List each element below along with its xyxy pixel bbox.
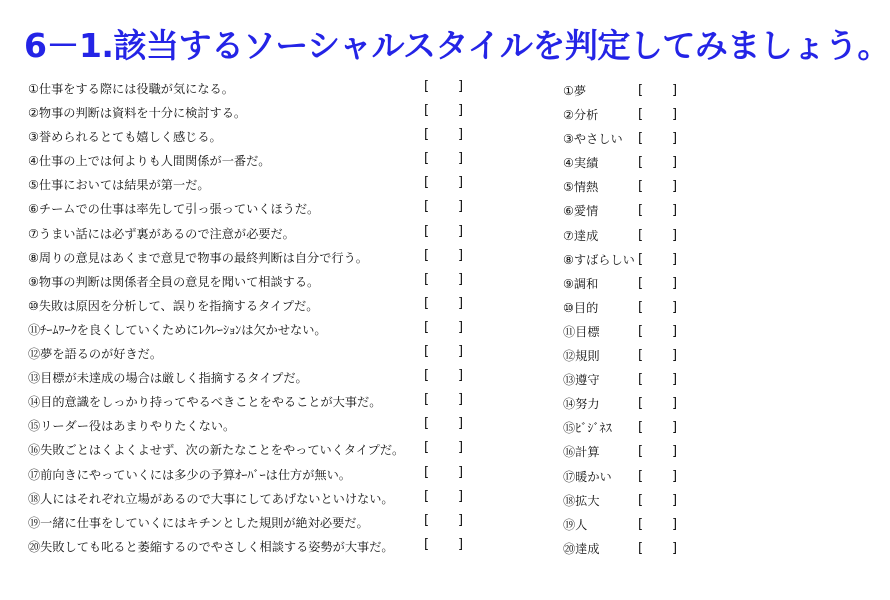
answer-bracket-close: ] bbox=[672, 516, 678, 532]
answer-bracket-close: ] bbox=[672, 251, 678, 267]
question-text: ⑲一緒に仕事をしていくにはキチンとした規則が絶対必要だ。 bbox=[28, 515, 369, 530]
answer-bracket-close: ] bbox=[672, 131, 678, 147]
answer-bracket-open: [ bbox=[638, 299, 644, 315]
word-text: ⑬遵守 bbox=[563, 373, 600, 388]
answer-bracket-open: [ bbox=[638, 420, 644, 436]
word-text: ⑫規則 bbox=[563, 349, 600, 364]
answer-bracket-close: ] bbox=[458, 512, 464, 528]
answer-bracket-open: [ bbox=[424, 344, 430, 360]
answer-bracket-close: ] bbox=[672, 227, 678, 243]
answer-bracket-open: [ bbox=[638, 468, 644, 484]
question-text: ③誉められるとても嬉しく感じる。 bbox=[28, 130, 222, 145]
question-item bbox=[28, 78, 548, 102]
answer-bracket-open: [ bbox=[424, 79, 430, 94]
question-text: ⑥チームでの仕事は率先して引っ張っていくほうだ。 bbox=[28, 202, 320, 217]
answer-bracket-close: ] bbox=[672, 275, 678, 291]
question-list bbox=[28, 78, 548, 560]
answer-bracket-open: [ bbox=[424, 295, 430, 311]
question-text: ⑤仕事においては結果が第一だ。 bbox=[28, 178, 210, 193]
answer-bracket-close: ] bbox=[458, 295, 464, 311]
word-item bbox=[563, 393, 763, 417]
answer-bracket-open: [ bbox=[424, 103, 430, 119]
answer-bracket-close: ] bbox=[458, 271, 464, 287]
answer-bracket-open: [ bbox=[424, 416, 430, 432]
word-list bbox=[563, 80, 763, 562]
word-item bbox=[563, 538, 763, 562]
answer-bracket-close: ] bbox=[672, 203, 678, 219]
answer-bracket-open: [ bbox=[638, 227, 644, 243]
word-text: ⑦達成 bbox=[563, 228, 599, 243]
answer-bracket-open: [ bbox=[424, 247, 430, 263]
answer-bracket-close: ] bbox=[672, 540, 678, 556]
answer-bracket-open: [ bbox=[638, 107, 644, 123]
answer-bracket-close: ] bbox=[672, 107, 678, 123]
answer-bracket-close: ] bbox=[672, 299, 678, 315]
question-item bbox=[28, 198, 548, 222]
word-item bbox=[563, 176, 763, 200]
question-item bbox=[28, 439, 548, 463]
answer-bracket-open: [ bbox=[424, 464, 430, 480]
answer-bracket-close: ] bbox=[672, 179, 678, 195]
question-item bbox=[28, 536, 548, 560]
answer-bracket-close: ] bbox=[458, 319, 464, 335]
question-item bbox=[28, 150, 548, 174]
answer-bracket-close: ] bbox=[672, 372, 678, 388]
word-text: ⑳達成 bbox=[563, 541, 600, 556]
answer-bracket-close: ] bbox=[458, 488, 464, 504]
answer-bracket-open: [ bbox=[638, 275, 644, 291]
word-text: ⑤情熱 bbox=[563, 180, 599, 195]
answer-bracket-close: ] bbox=[672, 444, 678, 460]
answer-bracket-close: ] bbox=[458, 103, 464, 119]
answer-bracket-close: ] bbox=[458, 199, 464, 215]
word-item bbox=[563, 80, 763, 104]
answer-bracket-open: [ bbox=[424, 151, 430, 167]
answer-bracket-open: [ bbox=[424, 175, 430, 191]
answer-bracket-close: ] bbox=[458, 416, 464, 432]
question-text: ⑪ﾁｰﾑﾜｰｸを良くしていくためにﾚｸﾚｰｼｮﾝは欠かせない。 bbox=[28, 322, 327, 337]
question-text: ⑩失敗は原因を分析して、誤りを指摘するタイプだ。 bbox=[28, 298, 319, 313]
question-text: ⑨物事の判断は関係者全員の意見を聞いて相談する。 bbox=[28, 274, 320, 289]
question-item bbox=[28, 102, 548, 126]
question-item bbox=[28, 271, 548, 295]
word-item bbox=[563, 490, 763, 514]
answer-bracket-open: [ bbox=[424, 536, 430, 552]
answer-bracket-close: ] bbox=[672, 83, 678, 98]
answer-bracket-open: [ bbox=[424, 127, 430, 143]
answer-bracket-close: ] bbox=[458, 247, 464, 263]
answer-bracket-open: [ bbox=[638, 155, 644, 171]
answer-bracket-open: [ bbox=[638, 444, 644, 460]
word-text: ⑩目的 bbox=[563, 300, 599, 315]
answer-bracket-open: [ bbox=[424, 271, 430, 287]
question-item bbox=[28, 367, 548, 391]
word-item bbox=[563, 321, 763, 345]
answer-bracket-open: [ bbox=[638, 492, 644, 508]
answer-bracket-open: [ bbox=[638, 131, 644, 147]
word-item bbox=[563, 273, 763, 297]
answer-bracket-open: [ bbox=[424, 223, 430, 239]
word-text: ③やさしい bbox=[563, 132, 623, 147]
answer-bracket-open: [ bbox=[638, 251, 644, 267]
answer-bracket-close: ] bbox=[458, 223, 464, 239]
word-item bbox=[563, 441, 763, 465]
question-item bbox=[28, 512, 548, 536]
answer-bracket-open: [ bbox=[638, 396, 644, 412]
question-text: ⑱人にはそれぞれ立場があるので大事にしてあげないといけない。 bbox=[28, 491, 394, 506]
word-item bbox=[563, 152, 763, 176]
question-text: ⑰前向きにやっていくには多少の予算ｵｰﾊﾞｰは仕方が無い。 bbox=[28, 467, 351, 482]
answer-bracket-open: [ bbox=[424, 199, 430, 215]
answer-bracket-open: [ bbox=[638, 348, 644, 364]
word-text: ④実績 bbox=[563, 156, 599, 171]
word-item bbox=[563, 466, 763, 490]
answer-bracket-close: ] bbox=[458, 368, 464, 384]
question-item bbox=[28, 247, 548, 271]
word-text: ⑨調和 bbox=[563, 276, 599, 291]
answer-bracket-open: [ bbox=[424, 440, 430, 456]
word-item bbox=[563, 297, 763, 321]
question-text: ⑦うまい話には必ず裏があるので注意が必要だ。 bbox=[28, 226, 295, 241]
word-text: ⑭努力 bbox=[563, 397, 600, 412]
word-item bbox=[563, 225, 763, 249]
answer-bracket-open: [ bbox=[638, 323, 644, 339]
answer-bracket-open: [ bbox=[638, 372, 644, 388]
answer-bracket-close: ] bbox=[672, 468, 678, 484]
word-text: ⑪目標 bbox=[563, 324, 600, 339]
answer-bracket-open: [ bbox=[638, 179, 644, 195]
word-item bbox=[563, 104, 763, 128]
question-text: ⑫夢を語るのが好きだ。 bbox=[28, 347, 163, 362]
question-text: ⑭目的意識をしっかり持ってやるべきことをやることが大事だ。 bbox=[28, 395, 382, 410]
question-text: ⑬目標が未達成の場合は厳しく指摘するタイプだ。 bbox=[28, 371, 308, 386]
question-text: ④仕事の上では何よりも人間関係が一番だ。 bbox=[28, 154, 271, 169]
answer-bracket-open: [ bbox=[638, 540, 644, 556]
answer-bracket-open: [ bbox=[424, 512, 430, 528]
answer-bracket-open: [ bbox=[638, 83, 644, 98]
question-item bbox=[28, 343, 548, 367]
word-text: ⑯計算 bbox=[563, 445, 600, 460]
word-item bbox=[563, 200, 763, 224]
question-text: ②物事の判断は資料を十分に検討する。 bbox=[28, 106, 247, 121]
word-text: ⑥愛情 bbox=[563, 204, 599, 219]
question-item bbox=[28, 415, 548, 439]
word-text: ⑱拡大 bbox=[563, 493, 600, 508]
word-text: ⑰暖かい bbox=[563, 469, 612, 484]
answer-bracket-close: ] bbox=[458, 79, 464, 94]
word-text: ⑲人 bbox=[563, 517, 588, 532]
answer-bracket-close: ] bbox=[458, 127, 464, 143]
answer-bracket-close: ] bbox=[458, 344, 464, 360]
answer-bracket-close: ] bbox=[458, 536, 464, 552]
question-item bbox=[28, 174, 548, 198]
word-item bbox=[563, 249, 763, 273]
question-item bbox=[28, 391, 548, 415]
word-item bbox=[563, 417, 763, 441]
answer-bracket-close: ] bbox=[672, 348, 678, 364]
answer-bracket-open: [ bbox=[424, 368, 430, 384]
answer-bracket-open: [ bbox=[424, 319, 430, 335]
word-text: ⑮ﾋﾞｼﾞﾈｽ bbox=[563, 421, 612, 436]
word-item bbox=[563, 369, 763, 393]
word-text: ②分析 bbox=[563, 108, 599, 123]
question-text: ⑮リーダー役はあまりやりたくない。 bbox=[28, 419, 236, 434]
question-item bbox=[28, 488, 548, 512]
answer-bracket-open: [ bbox=[424, 488, 430, 504]
question-text: ⑯失敗ごとはくよくよせず、次の新たなことをやっていくタイプだ。 bbox=[28, 443, 405, 458]
answer-bracket-close: ] bbox=[672, 155, 678, 171]
question-text: ⑳失敗しても叱ると萎縮するのでやさしく相談する姿勢が大事だ。 bbox=[28, 539, 394, 554]
answer-bracket-open: [ bbox=[638, 203, 644, 219]
answer-bracket-open: [ bbox=[424, 392, 430, 408]
answer-bracket-close: ] bbox=[672, 492, 678, 508]
answer-bracket-open: [ bbox=[638, 516, 644, 532]
answer-bracket-close: ] bbox=[458, 464, 464, 480]
question-item bbox=[28, 319, 548, 343]
answer-bracket-close: ] bbox=[458, 392, 464, 408]
answer-bracket-close: ] bbox=[672, 420, 678, 436]
answer-bracket-close: ] bbox=[458, 175, 464, 191]
word-item bbox=[563, 514, 763, 538]
answer-bracket-close: ] bbox=[672, 396, 678, 412]
answer-bracket-close: ] bbox=[458, 151, 464, 167]
answer-bracket-close: ] bbox=[672, 323, 678, 339]
question-text: ①仕事をする際には役職が気になる。 bbox=[28, 82, 234, 96]
word-item bbox=[563, 128, 763, 152]
word-text: ①夢 bbox=[563, 84, 587, 98]
answer-bracket-close: ] bbox=[458, 440, 464, 456]
word-text: ⑧すばらしい bbox=[563, 252, 635, 267]
question-item bbox=[28, 126, 548, 150]
question-item bbox=[28, 223, 548, 247]
question-item bbox=[28, 464, 548, 488]
question-item bbox=[28, 295, 548, 319]
page-title: 6－1.該当するソーシャルスタイルを判定してみましょう。 bbox=[24, 26, 890, 65]
word-item bbox=[563, 345, 763, 369]
question-text: ⑧周りの意見はあくまで意見で物事の最終判断は自分で行う。 bbox=[28, 250, 368, 265]
